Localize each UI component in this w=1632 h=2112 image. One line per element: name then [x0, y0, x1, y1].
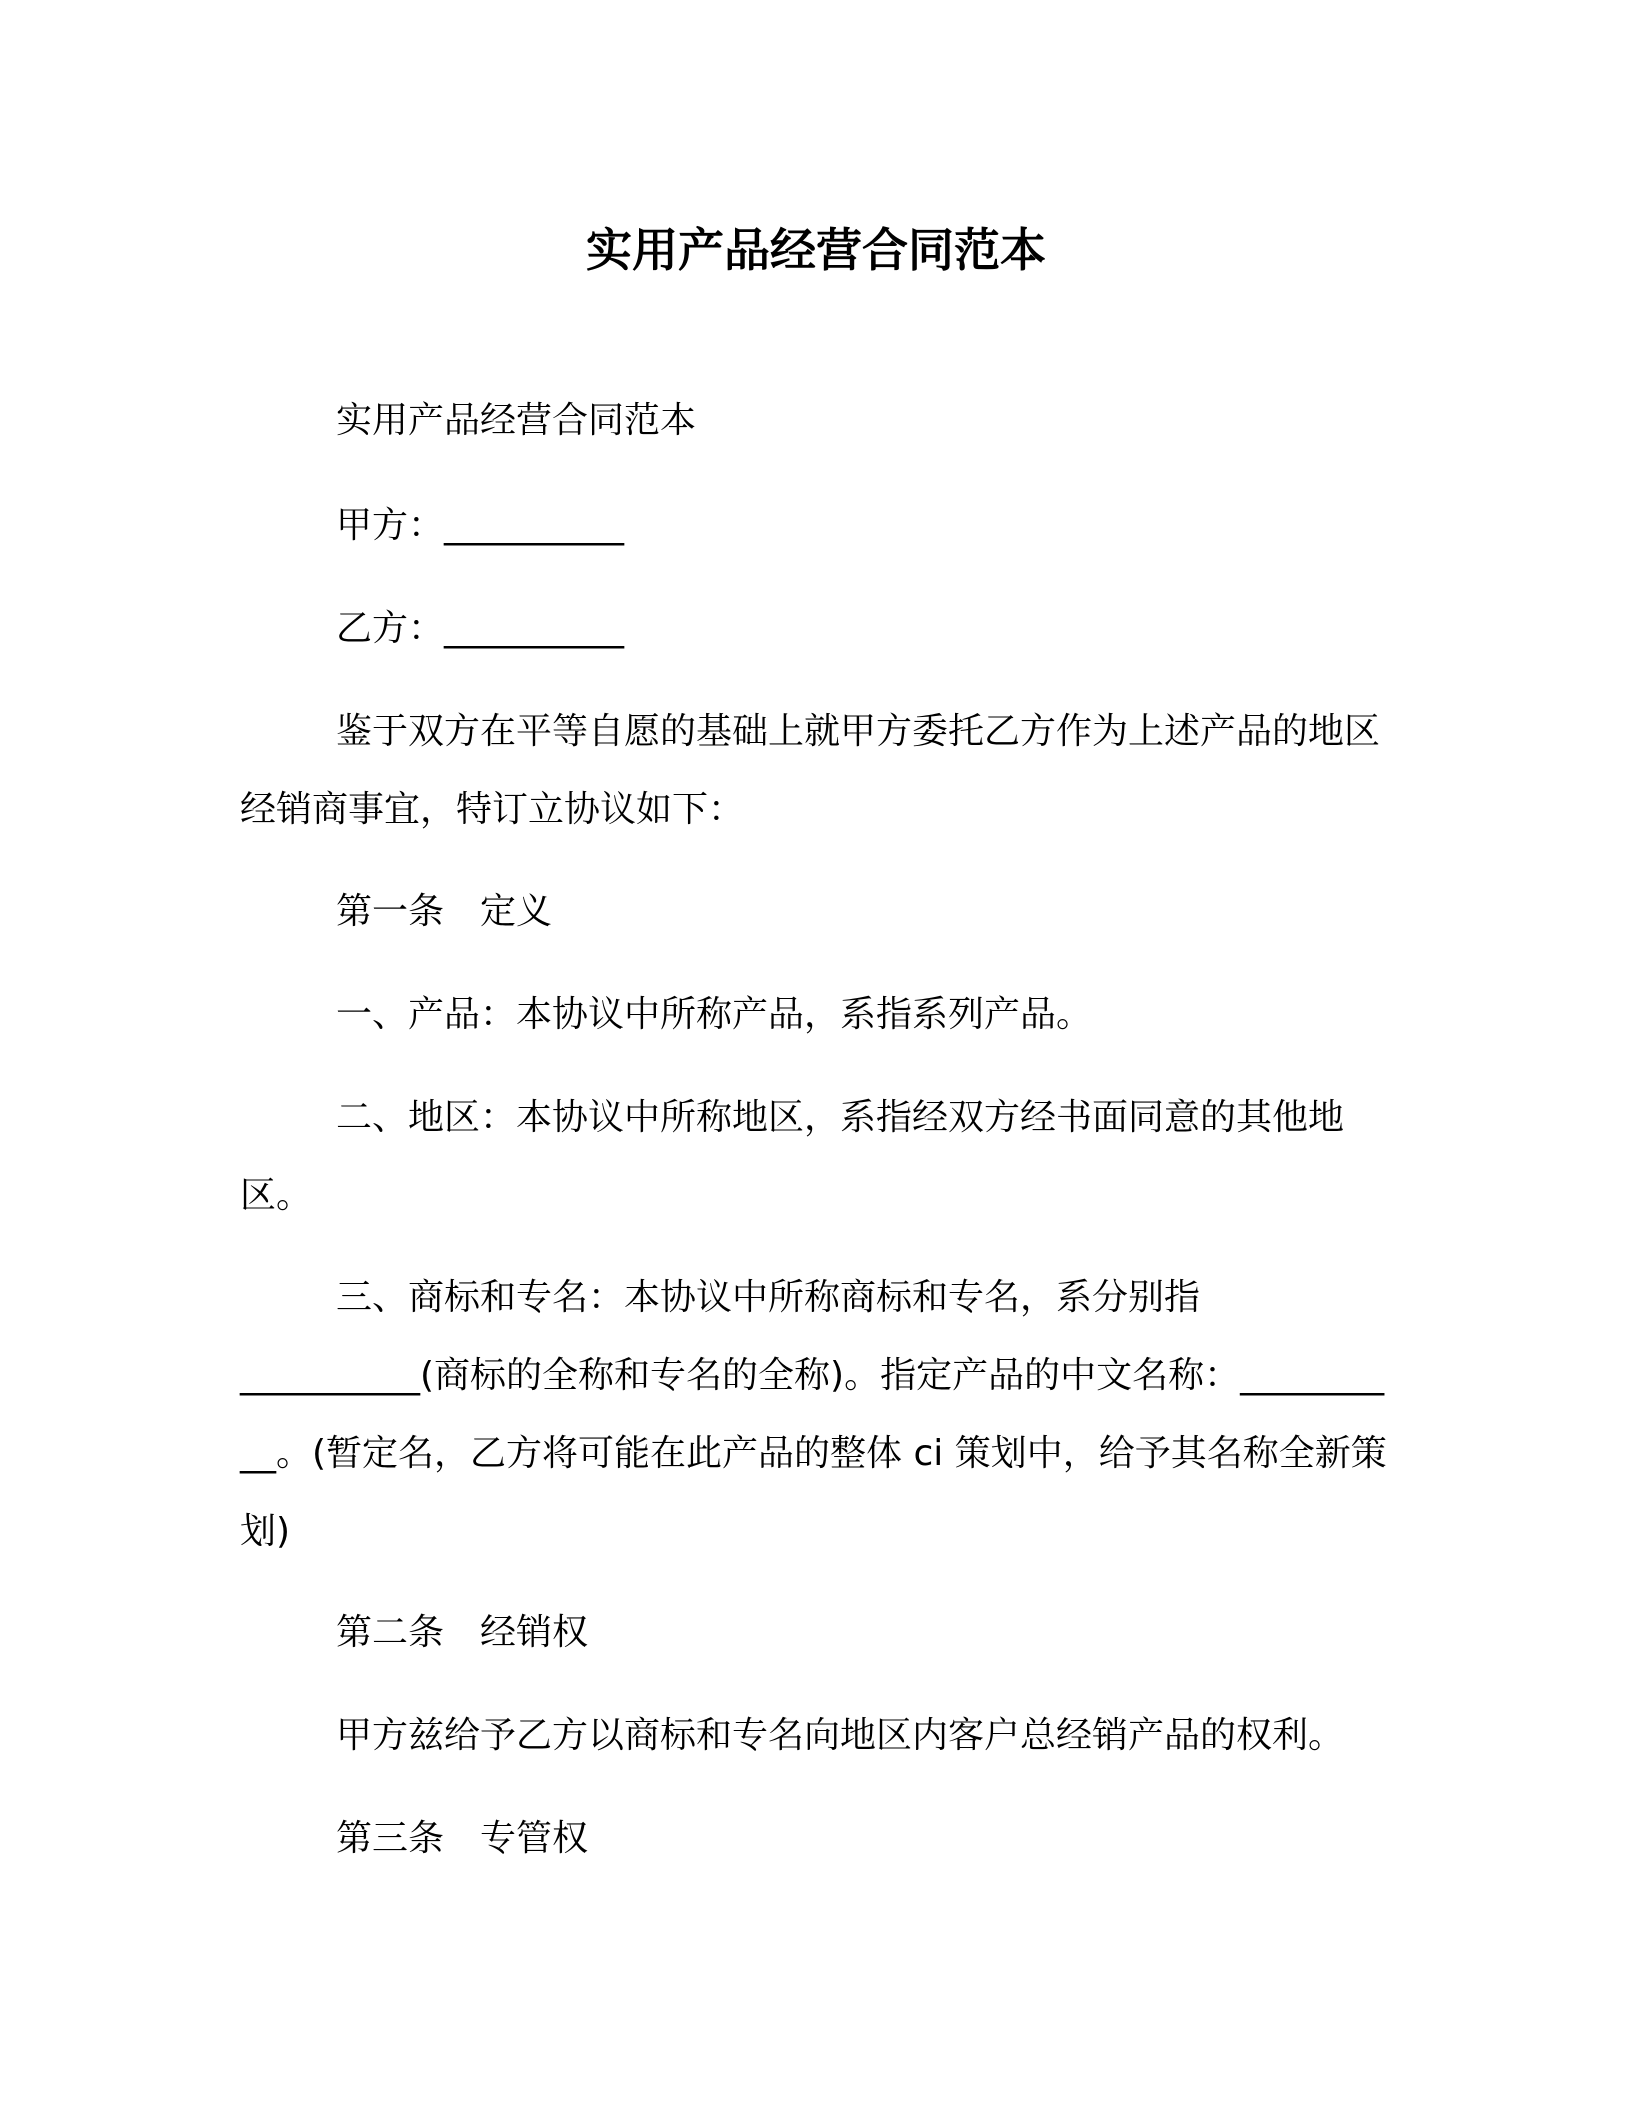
preamble-paragraph: 鉴于双方在平等自愿的基础上就甲方委托乙方作为上述产品的地区经销商事宜，特订立协议如下： — [240, 711, 1381, 830]
article-3-title: 专管权 — [480, 1818, 589, 1859]
article-2-number: 第二条 — [336, 1612, 445, 1653]
article-2-body: 甲方兹给予乙方以商标和专名向地区内客户总经销产品的权利。 — [336, 1715, 1345, 1756]
article-2-title: 经销权 — [480, 1612, 589, 1653]
clause-3-continuation: __________(商标的全称和专名的全称)。指定产品的中文名称：__________。(暂定名，乙方将可能在此产品的整体 ci 策划中，给予其名称全新策划) — [240, 1355, 1387, 1552]
article-2-heading — [240, 1594, 1390, 1672]
party-b-line: 乙方：__________ — [336, 608, 625, 649]
clause-2-paragraph: 二、地区：本协议中所称地区，系指经双方经书面同意的其他地区。 — [240, 1097, 1345, 1216]
clause-3-first-line: 三、商标和专名：本协议中所称商标和专名，系分别指 — [336, 1277, 1201, 1318]
article-1-number: 第一条 — [336, 891, 445, 932]
article-3-heading — [240, 1800, 1390, 1878]
party-a-line: 甲方：__________ — [336, 505, 625, 546]
document-subtitle: 实用产品经营合同范本 — [336, 400, 697, 441]
article-1-heading — [240, 873, 1390, 951]
clause-1-paragraph: 一、产品：本协议中所称产品，系指系列产品。 — [336, 994, 1093, 1035]
article-1-title: 定义 — [480, 891, 553, 932]
article-3-number: 第三条 — [336, 1818, 445, 1859]
document-title: 实用产品经营合同范本 — [586, 223, 1046, 277]
